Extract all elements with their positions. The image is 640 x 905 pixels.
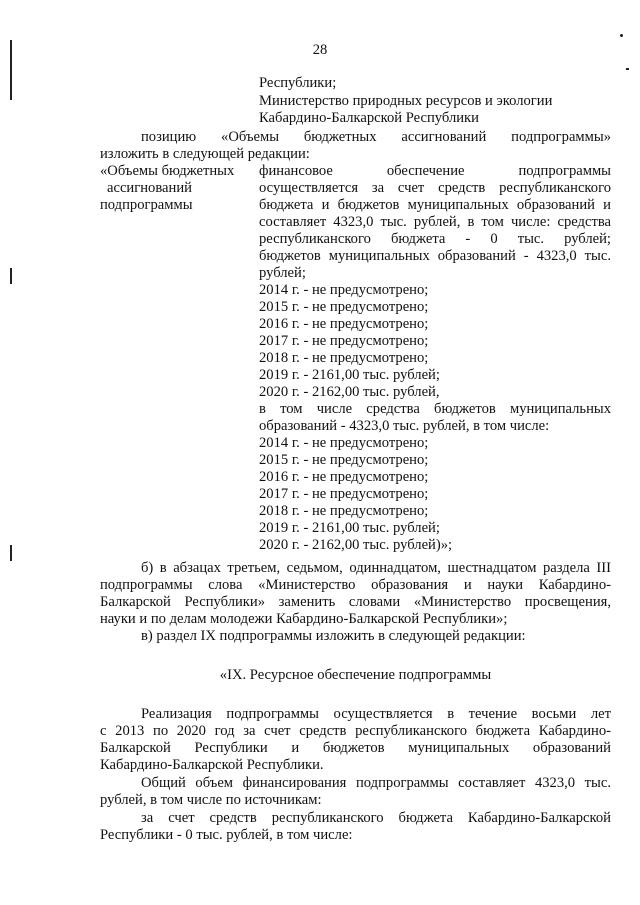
table-text-line: республиканского бюджета - 0 тыс. рублей; [259, 231, 611, 247]
table-text-line: 2015 г. - не предусмотрено; [259, 452, 429, 468]
table-text-line: бюджетов муниципальных образований - 4323,0 тыс. [259, 248, 611, 264]
table-text-line: бюджета и бюджетов муниципальных образований и [259, 197, 611, 213]
table-text-line: 2019 г. - 2161,00 тыс. рублей; [259, 520, 440, 536]
table-label-line: «Объемы бюджетных [100, 163, 235, 179]
table-text-line: 2017 г. - не предусмотрено; [259, 333, 429, 349]
scan-mark-right-1 [620, 34, 623, 37]
table-text-line: рублей; [259, 265, 306, 281]
paragraph-sources-line: Республики - 0 тыс. рублей, в том числе: [100, 827, 353, 843]
table-text-line: 2020 г. - 2162,00 тыс. рублей, [259, 384, 440, 400]
table-text-line: 2016 г. - не предусмотрено; [259, 316, 429, 332]
page-number: 28 [312, 42, 328, 58]
paragraph-b-line: подпрограммы слова «Министерство образования и науки Кабардино- [100, 577, 611, 593]
paragraph-b-line: б) в абзацах третьем, седьмом, одиннадцатом, шестнадцатом раздела III [141, 560, 611, 576]
paragraph-realization-line: с 2013 по 2020 год за счет средств республиканского бюджета Кабардино- [100, 723, 611, 739]
table-text-line: 2014 г. - не предусмотрено; [259, 282, 429, 298]
paragraph-total-line: рублей, в том числе по источникам: [100, 792, 322, 808]
paragraph-v: в) раздел IX подпрограммы изложить в следующей редакции: [141, 628, 526, 644]
paragraph-realization-line: Реализация подпрограммы осуществляется в течение восьми лет [141, 706, 611, 722]
paragraph-realization-line: Кабардино-Балкарской Республики. [100, 757, 324, 773]
table-text-line: осуществляется за счет средств республиканского [259, 180, 611, 196]
table-text-line: 2016 г. - не предусмотрено; [259, 469, 429, 485]
top-block-line: Кабардино-Балкарской Республики [259, 110, 479, 126]
table-text-line: 2018 г. - не предусмотрено; [259, 503, 429, 519]
table-label-line: ассигнований [107, 180, 192, 196]
table-text-line: 2020 г. - 2162,00 тыс. рублей)»; [259, 537, 453, 553]
table-text-line: 2017 г. - не предусмотрено; [259, 486, 429, 502]
paragraph-b-line: Балкарской Республики» заменить словами «Министерство просвещения, [100, 594, 611, 610]
table-text-line: 2014 г. - не предусмотрено; [259, 435, 429, 451]
scan-mark-left-3 [10, 545, 12, 561]
top-block-line: Министерство природных ресурсов и экологии [259, 93, 553, 109]
scan-mark-right-2 [626, 68, 629, 70]
intro-line: изложить в следующей редакции: [100, 146, 310, 162]
paragraph-realization-line: Балкарской Республики и бюджетов муниципальных образований [100, 740, 611, 756]
top-block-line: Республики; [259, 75, 337, 91]
table-text-line: 2019 г. - 2161,00 тыс. рублей; [259, 367, 440, 383]
table-label-line: подпрограммы [100, 197, 193, 213]
section-heading: «IX. Ресурсное обеспечение подпрограммы [219, 667, 492, 683]
table-text-line: в том числе средства бюджетов муниципальных [259, 401, 611, 417]
table-text-line: 2018 г. - не предусмотрено; [259, 350, 429, 366]
table-text-line: финансовое обеспечение подпрограммы [259, 163, 611, 179]
paragraph-sources-line: за счет средств республиканского бюджета Кабардино-Балкарской [141, 810, 611, 826]
paragraph-b-line: науки и по делам молодежи Кабардино-Балкарской Республики»; [100, 611, 508, 627]
table-text-line: составляет 4323,0 тыс. рублей, в том числе: средства [259, 214, 611, 230]
table-text-line: 2015 г. - не предусмотрено; [259, 299, 429, 315]
intro-line: позицию «Объемы бюджетных ассигнований подпрограммы» [141, 129, 611, 145]
scan-mark-left-1 [10, 40, 12, 100]
table-text-line: образований - 4323,0 тыс. рублей, в том числе: [259, 418, 550, 434]
scan-mark-left-2 [10, 268, 12, 284]
paragraph-total-line: Общий объем финансирования подпрограммы составляет 4323,0 тыс. [141, 775, 611, 791]
